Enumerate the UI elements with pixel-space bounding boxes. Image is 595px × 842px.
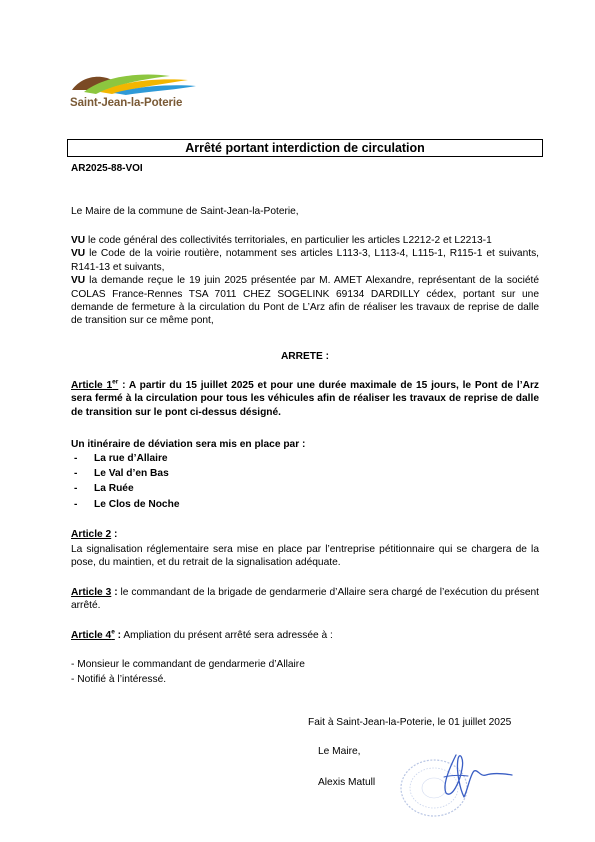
reference-number: AR2025-88-VOI [71,163,143,174]
vu-clause [71,247,539,274]
article-2-text: La signalisation réglementaire sera mise en place par l’entreprise pétitionnaire qui se chargera de la pose, du maintien, et du retrait de la signalisation adéquate. [71,544,539,569]
arrete-heading: ARRETE : [280,351,330,362]
list-item: - Le Clos de Noche [74,498,180,510]
vu-prefix: VU [71,275,86,287]
handwritten-signature [430,745,522,805]
vu-clause [71,234,539,247]
vu-text: le code général des collectivités territoriales, en particulier les articles L2212-2 et L2213-1 [85,235,492,246]
article-4-label: Article 4e [71,628,115,641]
article-3-text: le commandant de la brigade de gendarmerie d’Allaire sera chargé de l’exécution du présent arrêté. [71,587,539,612]
deviation-intro: Un itinéraire de déviation sera mis en place par : [71,439,306,450]
article-2-heading: Article 2 : [71,529,118,540]
logo-text: Saint-Jean-la-Poterie [70,97,183,109]
list-item: - La Ruée [74,483,134,495]
recipients-list [71,658,305,687]
article-4: Article 4e : Ampliation du présent arrêté sera adressée à : [71,628,333,641]
vu-clause [71,274,539,328]
vu-text: la demande reçue le 19 juin 2025 présentée par M. AMET Alexandre, représentant de la société COLAS France-Rennes TSA 7011 CHEZ SOGELINK 69134 DARDILLY cédex, portant sur une demande de fermeture à la circulation du Pont de L’Arz afin de réaliser les travaux de reprise de dalle de transition sur ce même pont, [71,275,539,327]
article-1-text: A partir du 15 juillet 2025 et pour une durée maximale de 15 jours, le Pont de l’Arz sera fermé à la circulation pour tous les véhicules afin de réaliser les travaux de reprise de dalle de transition sur le pont ci-dessus désigné. [71,380,539,418]
list-item: - La rue d’Allaire [74,453,168,465]
article-3-label: Article 3 [71,587,112,598]
list-item: - Notifié à l’intéressé. [71,673,167,685]
article-3: Article 3 : le commandant de la brigade de gendarmerie d’Allaire sera chargé de l’exécution du présent arrêté. [71,587,539,612]
article-4-text: Ampliation du présent arrêté sera adressée à : [121,630,333,641]
document-title: Arrêté portant interdiction de circulation [67,139,543,157]
list-item: - Monsieur le commandant de gendarmerie d’Allaire [71,659,305,670]
vu-clauses [71,234,539,328]
vu-prefix: VU [71,235,86,246]
vu-prefix: VU [71,248,86,260]
article-1-label: Article 1er [71,378,119,391]
signer-name: Alexis Matull [318,777,376,788]
place-date: Fait à Saint-Jean-la-Poterie, le 01 juillet 2025 [308,717,512,728]
vu-text: le Code de la voirie routière, notamment ses articles L113-3, L113-4, L115-1, R115-1 et suivants, R141-13 et suivants, [71,248,539,273]
deviation-list [71,451,179,512]
intro-line: Le Maire de la commune de Saint-Jean-la-Poterie, [71,206,299,217]
list-item: - Le Val d’en Bas [74,468,169,480]
signer-role: Le Maire, [318,746,361,757]
article-1: Article 1er : A partir du 15 juillet 2025 et pour une durée maximale de 15 jours, le Pont de l’Arz sera fermé à la circulation pour tous les véhicules afin de réaliser les travaux de reprise de dalle de transition sur le pont ci-dessus désigné. [71,378,539,418]
